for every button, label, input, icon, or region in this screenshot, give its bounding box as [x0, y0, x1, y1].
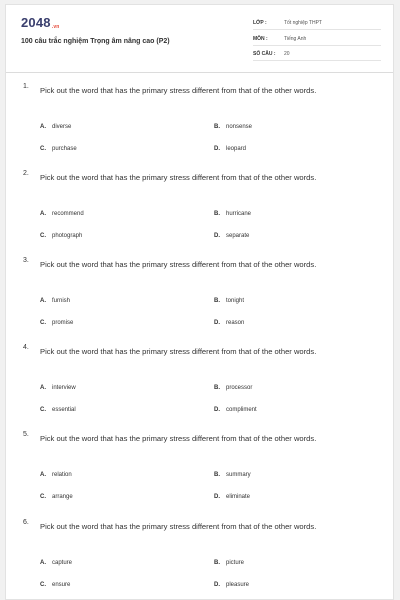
option-label: A.: [40, 560, 46, 566]
option-label: C.: [40, 407, 46, 413]
option-text: purchase: [52, 146, 77, 152]
question-number: 4.: [23, 344, 29, 351]
option-b[interactable]: [214, 385, 252, 391]
option-label: B.: [214, 124, 220, 130]
option-c[interactable]: [40, 233, 82, 239]
option-text: capture: [52, 560, 73, 566]
option-text: eliminate: [226, 494, 251, 500]
logo-text: 2048: [21, 15, 51, 30]
option-label: C.: [40, 146, 46, 152]
option-text: hurricane: [226, 211, 252, 217]
option-text: recommend: [52, 211, 84, 217]
option-c[interactable]: [40, 320, 73, 326]
option-label: B.: [214, 560, 220, 566]
option-text: arrange: [52, 494, 73, 500]
option-label: C.: [40, 233, 46, 239]
option-d[interactable]: [214, 582, 249, 588]
option-d[interactable]: [214, 494, 250, 500]
option-text: ensure: [52, 582, 71, 588]
option-text: photograph: [52, 233, 83, 239]
site-logo[interactable]: [21, 15, 60, 30]
option-label: D.: [214, 582, 220, 588]
logo-suffix: .vn: [51, 24, 60, 30]
question-text: Pick out the word that has the primary stress different from that of the other words.: [40, 434, 317, 443]
option-label: D.: [214, 407, 220, 413]
option-text: promise: [52, 320, 74, 326]
meta-count-value: 20: [284, 51, 290, 57]
option-text: relation: [52, 472, 72, 478]
option-label: D.: [214, 146, 220, 152]
question-text: Pick out the word that has the primary stress different from that of the other words.: [40, 522, 317, 531]
question-number: 6.: [23, 519, 29, 526]
meta-subject-key: MÔN :: [253, 36, 268, 42]
option-text: processor: [226, 385, 253, 391]
question-number: 5.: [23, 431, 29, 438]
question-number: 1.: [23, 83, 29, 90]
option-b[interactable]: [214, 298, 244, 304]
option-c[interactable]: [40, 494, 73, 500]
option-text: picture: [226, 560, 245, 566]
option-a[interactable]: [40, 211, 84, 217]
option-label: B.: [214, 472, 220, 478]
option-text: summary: [226, 472, 251, 478]
option-label: A.: [40, 211, 46, 217]
option-d[interactable]: [214, 233, 249, 239]
option-a[interactable]: [40, 385, 76, 391]
worksheet-page: [5, 4, 394, 600]
option-label: A.: [40, 124, 46, 130]
document-title: 100 câu trắc nghiệm Trọng âm nâng cao (P2): [21, 38, 170, 45]
option-label: A.: [40, 385, 46, 391]
meta-grade-value: Tốt nghiệp THPT: [284, 20, 322, 26]
option-label: B.: [214, 385, 220, 391]
option-b[interactable]: [214, 560, 244, 566]
meta-subject: [253, 33, 381, 46]
question-number: 2.: [23, 170, 29, 177]
option-text: reason: [226, 320, 245, 326]
question-text: Pick out the word that has the primary stress different from that of the other words.: [40, 173, 317, 182]
option-text: essential: [52, 407, 76, 413]
option-d[interactable]: [214, 146, 246, 152]
option-label: C.: [40, 494, 46, 500]
option-label: A.: [40, 472, 46, 478]
option-text: pleasure: [226, 582, 250, 588]
option-text: diverse: [52, 124, 72, 130]
option-label: D.: [214, 494, 220, 500]
option-label: D.: [214, 320, 220, 326]
question-text: Pick out the word that has the primary stress different from that of the other words.: [40, 347, 317, 356]
meta-count: [253, 48, 381, 61]
option-d[interactable]: [214, 407, 257, 413]
option-b[interactable]: [214, 211, 251, 217]
question-text: Pick out the word that has the primary stress different from that of the other words.: [40, 260, 317, 269]
worksheet-header: [6, 5, 393, 73]
option-a[interactable]: [40, 472, 72, 478]
option-label: C.: [40, 320, 46, 326]
option-label: C.: [40, 582, 46, 588]
question-number: 3.: [23, 257, 29, 264]
option-text: furnish: [52, 298, 71, 304]
option-text: nonsense: [226, 124, 253, 130]
option-a[interactable]: [40, 298, 70, 304]
option-text: separate: [226, 233, 250, 239]
option-c[interactable]: [40, 407, 76, 413]
option-text: leopard: [226, 146, 247, 152]
option-a[interactable]: [40, 124, 71, 130]
option-a[interactable]: [40, 560, 72, 566]
option-b[interactable]: [214, 124, 252, 130]
question-text: Pick out the word that has the primary stress different from that of the other words.: [40, 86, 317, 95]
meta-count-key: SỐ CÂU :: [253, 51, 276, 57]
meta-grade-key: LỚP :: [253, 20, 267, 26]
option-b[interactable]: [214, 472, 251, 478]
option-d[interactable]: [214, 320, 244, 326]
option-label: A.: [40, 298, 46, 304]
option-c[interactable]: [40, 582, 70, 588]
option-label: B.: [214, 298, 220, 304]
option-label: B.: [214, 211, 220, 217]
option-label: D.: [214, 233, 220, 239]
option-c[interactable]: [40, 146, 77, 152]
option-text: tonight: [226, 298, 245, 304]
meta-grade: [253, 17, 381, 30]
meta-subject-value: Tiếng Anh: [284, 36, 307, 42]
option-text: compliment: [226, 407, 257, 413]
option-text: interview: [52, 385, 76, 391]
